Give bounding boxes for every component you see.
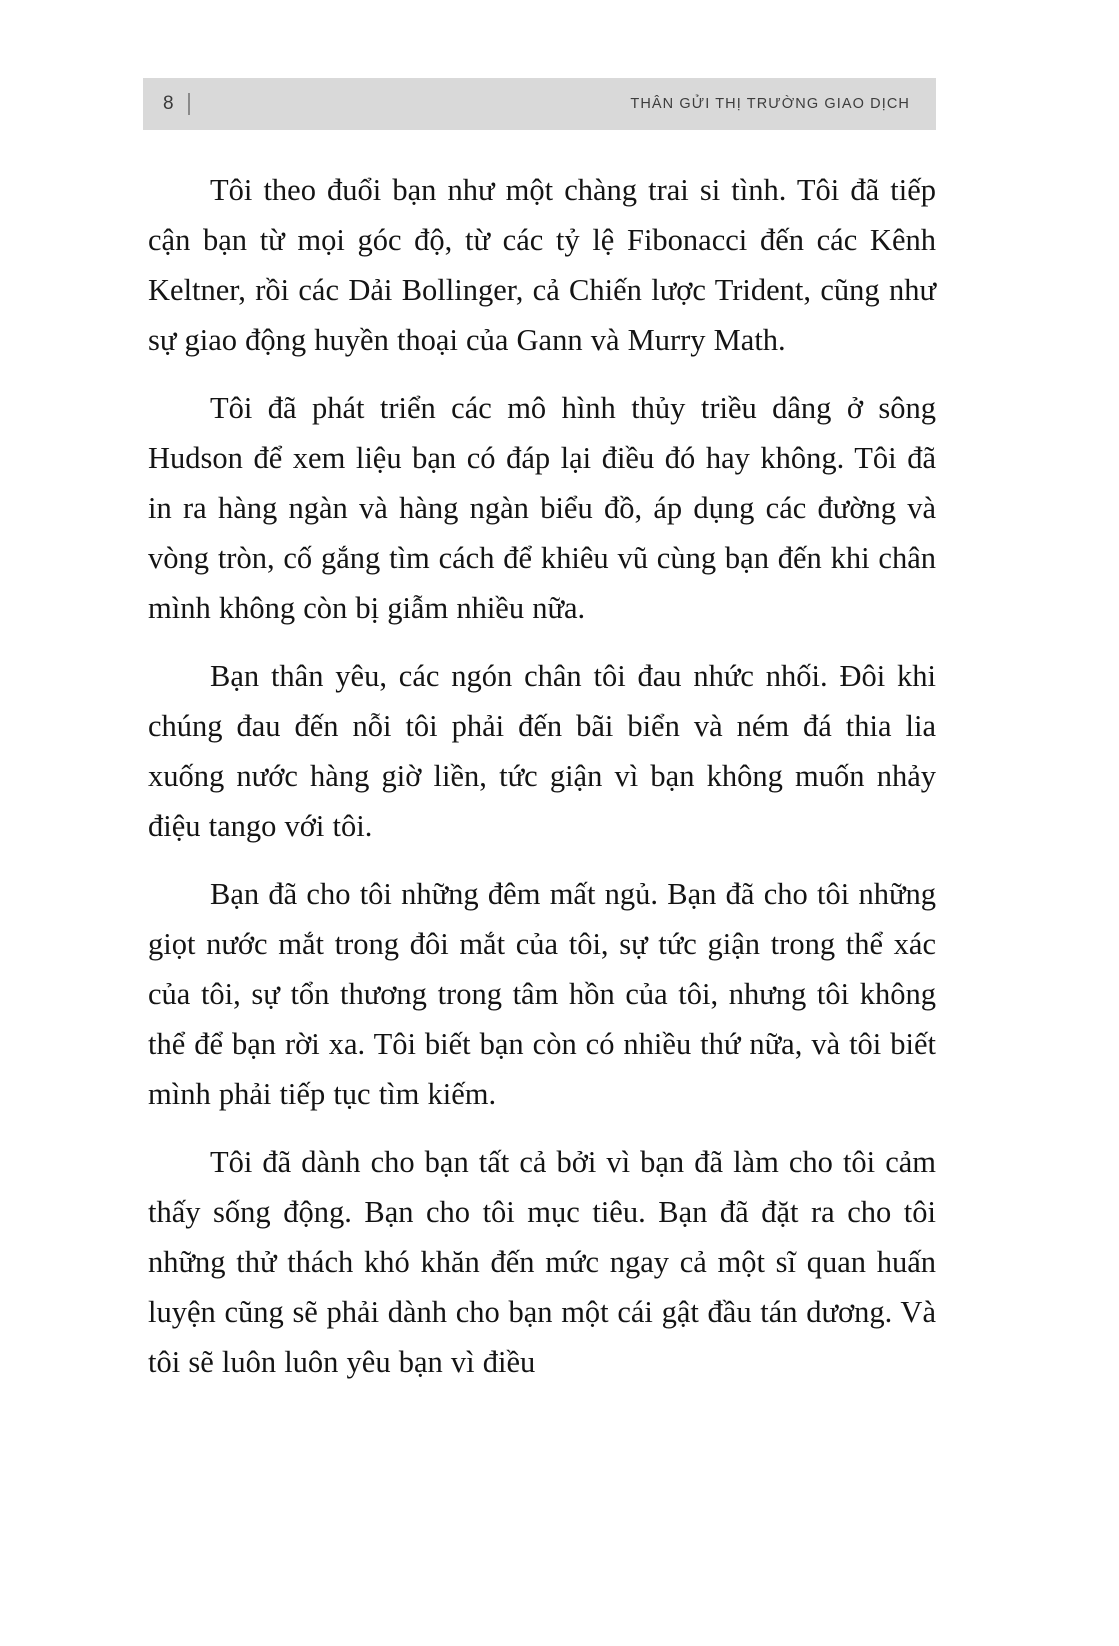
paragraph: Bạn thân yêu, các ngón chân tôi đau nhức nhối. Đôi khi chúng đau đến nỗi tôi phải đến bãi biển và ném đá thia lia xuống nước hàng giờ liền, tức giận vì bạn không muốn nhảy điệu tango với tôi. [148,659,936,843]
paragraph: Tôi theo đuổi bạn như một chàng trai si tình. Tôi đã tiếp cận bạn từ mọi góc độ, từ các tỷ lệ Fibonacci đến các Kênh Keltner, rồi các Dải Bollinger, cả Chiến lược Trident, cũng như sự giao động huyền thoại của Gann và Murry Math. [148,173,936,357]
paragraph: Tôi đã phát triển các mô hình thủy triều dâng ở sông Hudson để xem liệu bạn có đáp lại điều đó hay không. Tôi đã in ra hàng ngàn và hàng ngàn biểu đồ, áp dụng các đường và vòng tròn, cố gắng tìm cách để khiêu vũ cùng bạn đến khi chân mình không còn bị giẫm nhiều nữa. [148,391,936,625]
running-head-title: THÂN GỬI THỊ TRƯỜNG GIAO DỊCH [630,96,910,112]
page-number: 8 [163,93,175,114]
running-head [143,78,936,130]
paragraph: Bạn đã cho tôi những đêm mất ngủ. Bạn đã cho tôi những giọt nước mắt trong đôi mắt của tôi, sự tức giận trong thể xác của tôi, sự tổn thương trong tâm hồn của tôi, nhưng tôi không thể để bạn rời xa. Tôi biết bạn còn có nhiều thứ nữa, và tôi biết mình phải tiếp tục tìm kiếm. [148,877,936,1111]
paragraph: Tôi đã dành cho bạn tất cả bởi vì bạn đã làm cho tôi cảm thấy sống động. Bạn cho tôi mục tiêu. Bạn đã đặt ra cho tôi những thử thách khó khăn đến mức ngay cả một sĩ quan huấn luyện cũng sẽ phải dành cho bạn một cái gật đầu tán dương. Và tôi sẽ luôn luôn yêu bạn vì điều [148,1145,936,1379]
header-divider [188,93,190,115]
page-body [148,165,936,1387]
